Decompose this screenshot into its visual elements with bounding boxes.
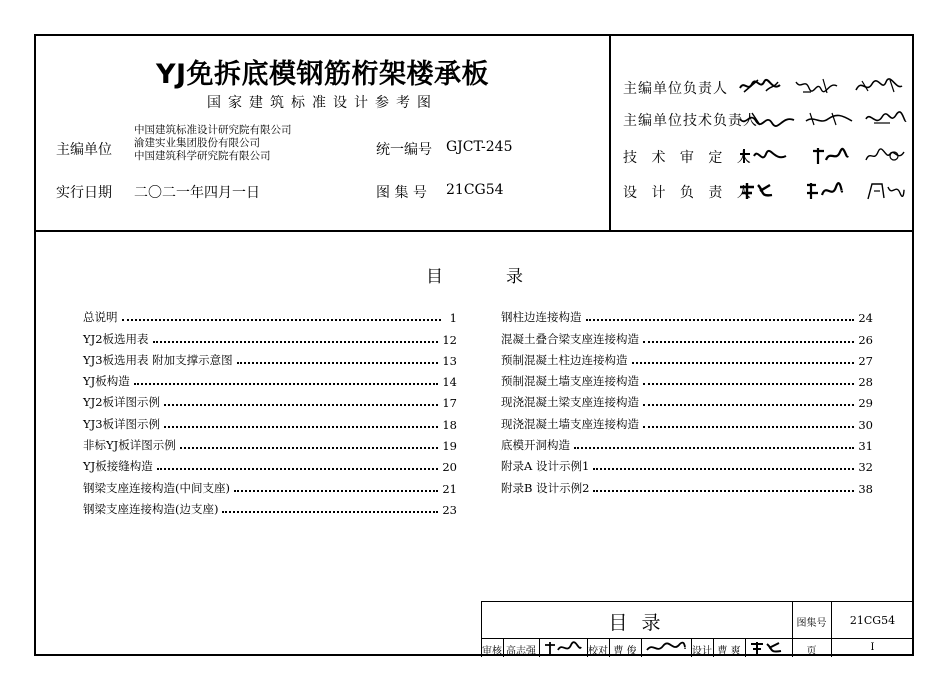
toc-entry[interactable]: YJ2板详图示例 17 bbox=[83, 395, 457, 411]
leader-dots bbox=[586, 319, 855, 321]
toc-entry[interactable]: 现浇混凝土墙支座连接构造 30 bbox=[501, 416, 873, 432]
toc-entry[interactable]: 底模开洞构造 31 bbox=[501, 438, 873, 454]
toc-left-column bbox=[83, 304, 457, 517]
leader-dots bbox=[632, 362, 855, 364]
editor-unit-label: 主编单位 bbox=[56, 142, 112, 158]
atlas-label: 图集号 bbox=[796, 618, 827, 629]
resp-label-reviewer: 技 术 审 定 人 bbox=[623, 150, 756, 166]
check-label: 校对 bbox=[588, 646, 608, 657]
atlas-number-label: 图 集 号 bbox=[376, 185, 427, 201]
toc-heading-right: 录 bbox=[506, 267, 523, 287]
toc-entry[interactable]: YJ3板详图示例 18 bbox=[83, 416, 457, 432]
signature bbox=[854, 76, 904, 96]
editor-unit-list bbox=[134, 124, 292, 163]
title-block bbox=[481, 601, 914, 657]
leader-dots bbox=[134, 383, 439, 385]
toc-right-column bbox=[501, 304, 873, 496]
review-signature bbox=[543, 640, 583, 655]
toc-entry[interactable]: 钢梁支座连接构造(边支座) 23 bbox=[83, 501, 457, 517]
leader-dots bbox=[157, 468, 439, 470]
editor-unit: 中国建筑标准设计研究院有限公司 bbox=[134, 124, 292, 136]
signature bbox=[738, 76, 782, 96]
toc-entry[interactable]: YJ2板选用表 12 bbox=[83, 331, 457, 347]
signature bbox=[864, 109, 908, 129]
leader-dots bbox=[237, 362, 439, 364]
leader-dots bbox=[122, 319, 442, 321]
toc-entry[interactable]: 附录B 设计示例2 38 bbox=[501, 480, 873, 496]
toc-entry[interactable]: 预制混凝土柱边连接构造 27 bbox=[501, 352, 873, 368]
toc-entry[interactable]: 非标YJ板详图示例 19 bbox=[83, 438, 457, 454]
atlas-number: 21CG54 bbox=[446, 182, 504, 198]
page-label: 页 bbox=[806, 646, 817, 657]
signature bbox=[793, 76, 839, 96]
leader-dots bbox=[643, 404, 854, 406]
toc-entry[interactable]: 总说明 1 bbox=[83, 310, 457, 326]
effective-date: 二〇二一年四月一日 bbox=[134, 185, 260, 201]
editor-unit: 中国建筑科学研究院有限公司 bbox=[134, 150, 271, 162]
editor-unit: 渝建实业集团股份有限公司 bbox=[134, 137, 260, 149]
check-signature bbox=[645, 640, 687, 655]
header-divider bbox=[36, 230, 912, 232]
leader-dots bbox=[593, 490, 854, 492]
design-label: 设计 bbox=[692, 646, 712, 657]
design-name: 曹 爽 bbox=[717, 646, 741, 657]
atlas-value: 21CG54 bbox=[849, 614, 896, 627]
toc-entry[interactable]: 混凝土叠合梁支座连接构造 26 bbox=[501, 331, 873, 347]
signature bbox=[864, 146, 906, 166]
toc-entry[interactable]: YJ板接缝构造 20 bbox=[83, 459, 457, 475]
leader-dots bbox=[164, 404, 438, 406]
leader-dots bbox=[593, 468, 854, 470]
page-value: I bbox=[870, 642, 875, 653]
toc-entry[interactable]: 预制混凝土墙支座连接构造 28 bbox=[501, 374, 873, 390]
resp-label-designer: 设 计 负 责 人 bbox=[623, 185, 756, 201]
document-title: YJ免拆底模钢筋桁架楼承板 bbox=[155, 59, 490, 90]
toc-entry[interactable]: 钢柱边连接构造 24 bbox=[501, 310, 873, 326]
review-name: 高志强 bbox=[506, 646, 536, 657]
header-vertical-divider bbox=[609, 36, 611, 230]
resp-label-chief-unit: 主编单位负责人 bbox=[623, 81, 728, 97]
leader-dots bbox=[164, 426, 438, 428]
signature bbox=[810, 146, 850, 166]
drawing-frame bbox=[34, 34, 914, 656]
signature bbox=[864, 181, 906, 201]
sheet-title: 目 录 bbox=[608, 612, 665, 634]
signature bbox=[804, 109, 854, 129]
toc-entry[interactable]: 钢梁支座连接构造(中间支座) 21 bbox=[83, 480, 457, 496]
unified-number: GJCT-245 bbox=[446, 139, 513, 155]
toc-entry[interactable]: 附录A 设计示例1 32 bbox=[501, 459, 873, 475]
document-subtitle: 国家建筑标准设计参考图 bbox=[207, 95, 438, 111]
toc-entry[interactable]: YJ板构造 14 bbox=[83, 374, 457, 390]
toc-entry[interactable]: YJ3板选用表 附加支撑示意图 13 bbox=[83, 352, 457, 368]
leader-dots bbox=[222, 511, 438, 513]
leader-dots bbox=[643, 383, 854, 385]
unified-number-label: 统一编号 bbox=[376, 142, 432, 158]
signature bbox=[738, 181, 774, 201]
signature bbox=[738, 109, 796, 129]
leader-dots bbox=[643, 341, 854, 343]
check-name: 曹 俊 bbox=[613, 646, 637, 657]
effective-date-label: 实行日期 bbox=[56, 185, 112, 201]
leader-dots bbox=[234, 490, 438, 492]
toc-entry[interactable]: 现浇混凝土梁支座连接构造 29 bbox=[501, 395, 873, 411]
leader-dots bbox=[643, 426, 854, 428]
signature bbox=[738, 146, 788, 166]
review-label: 审核 bbox=[482, 646, 502, 657]
toc-heading-left: 目 bbox=[426, 267, 443, 287]
leader-dots bbox=[574, 447, 854, 449]
resp-label-tech-chief: 主编单位技术负责人 bbox=[623, 113, 758, 129]
signature bbox=[804, 181, 844, 201]
leader-dots bbox=[153, 341, 439, 343]
design-signature bbox=[749, 640, 789, 655]
leader-dots bbox=[180, 447, 439, 449]
